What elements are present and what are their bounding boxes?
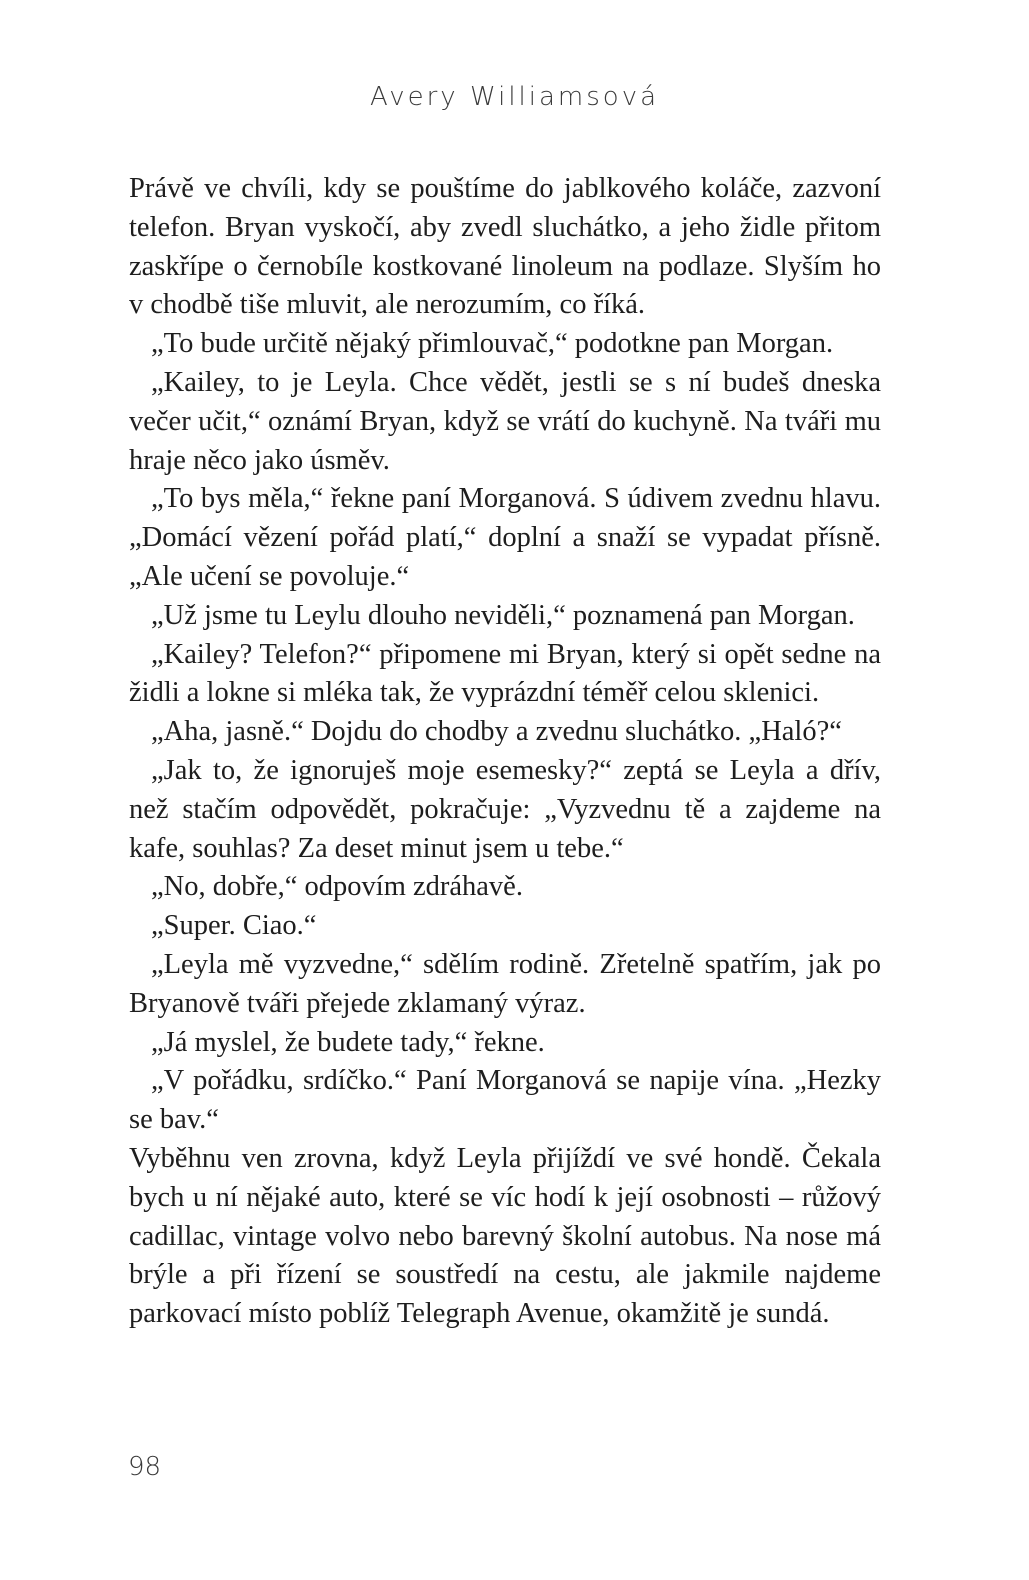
paragraph: Vyběhnu ven zrovna, když Leyla přijíždí ve své hondě. Čekala bych u ní nějaké auto, které se víc hodí k její osobnosti – růžový cadillac, vintage volvo nebo barevný školní autobus. Na nose má brýle a při řízení se soustředí na cestu, ale jakmile najdeme parkovací místo poblíž Telegraph Avenue, okamžitě je sundá. xyxy=(129,1142,881,1330)
paragraph: „To bys měla,“ řekne paní Morganová. S údivem zvednu hlavu. „Domácí vězení pořád platí,“ doplní a snaží se vypadat přísně. „Ale učení se povoluje.“ xyxy=(129,483,881,592)
paragraph: „Aha, jasně.“ Dojdu do chodby a zvednu sluchátko. „Haló?“ xyxy=(151,716,842,748)
paragraph: „To bude určitě nějaký přimlouvač,“ podotkne pan Morgan. xyxy=(151,328,834,360)
paragraph: „Leyla mě vyzvedne,“ sdělím rodině. Zřetelně spatřím, jak po Bryanově tváři přejede zklamaný výraz. xyxy=(129,948,881,1019)
paragraph: „Už jsme tu Leylu dlouho neviděli,“ poznamená pan Morgan. xyxy=(151,599,855,631)
paragraph: Právě ve chvíli, kdy se pouštíme do jablkového koláče, zazvoní telefon. Bryan vyskočí, aby zvedl sluchátko, a jeho židle přitom zaskřípe o černobíle kostkované linoleum na podlaze. Slyším ho v chodbě tiše mluvit, ale nerozumím, co říká. xyxy=(129,173,881,321)
paragraph: „Super. Ciao.“ xyxy=(151,910,317,942)
running-head-author: Avery Williamsová xyxy=(369,82,660,112)
body-text xyxy=(129,170,881,1334)
paragraph: „No, dobře,“ odpovím zdráhavě. xyxy=(151,871,523,903)
paragraph: „V pořádku, srdíčko.“ Paní Morganová se napije vína. „Hezky se bav.“ xyxy=(129,1065,881,1136)
paragraph: „Kailey? Telefon?“ připomene mi Bryan, který si opět sedne na židli a lokne si mléka tak, že vyprázdní téměř celou sklenici. xyxy=(129,638,881,709)
paragraph: „Já myslel, že budete tady,“ řekne. xyxy=(151,1026,545,1058)
paragraph: „Kailey, to je Leyla. Chce vědět, jestli se s ní budeš dneska večer učit,“ oznámí Bryan, když se vrátí do kuchyně. Na tváři mu hraje něco jako úsměv. xyxy=(129,366,881,476)
page-number: 98 xyxy=(128,1452,162,1482)
paragraph: „Jak to, že ignoruješ moje esemesky?“ zeptá se Leyla a dřív, než stačím odpovědět, pokračuje: „Vyzvednu tě a zajdeme na kafe, souhlas? Za deset minut jsem u tebe.“ xyxy=(129,754,881,864)
